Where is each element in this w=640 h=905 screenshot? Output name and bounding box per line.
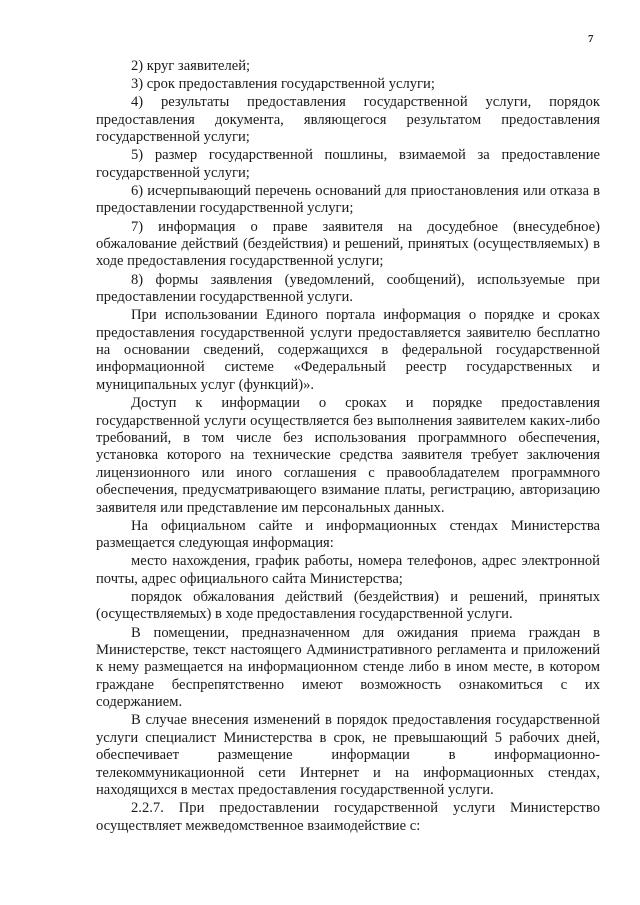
list-item-application-forms: 8) формы заявления (уведомлений, сообщений), используемые при предоставлении государственной услуги. — [96, 271, 600, 306]
paragraph-official-site: На официальном сайте и информационных стендах Министерства размещается следующая информация: — [96, 517, 600, 552]
paragraph-waiting-room: В помещении, предназначенном для ожидания приема граждан в Министерстве, текст настоящего Административного регламента и приложений к нему размещается на информационном стенде либо в ином месте, в котором граждане беспрепятственно имеют возможность ознакомиться с их содержанием. — [96, 624, 600, 711]
list-item-appeal-right: 7) информация о праве заявителя на досудебное (внесудебное) обжалование действий (бездействия) и решений, принятых (осуществляемых) в ходе предоставления государственной услуги; — [96, 218, 600, 270]
paragraph-location-contacts: место нахождения, график работы, номера телефонов, адрес электронной почты, адрес официального сайта Министерства; — [96, 553, 600, 587]
list-item-applicants: 2) круг заявителей; — [131, 58, 251, 74]
list-item-suspension-grounds: 6) исчерпывающий перечень оснований для приостановления или отказа в предоставлении государственной услуги; — [96, 183, 600, 217]
paragraph-appeal-procedure: порядок обжалования действий (бездействия) и решений, принятых (осуществляемых) в ходе предоставления государственной услуги. — [96, 588, 600, 623]
paragraph-unified-portal: При использовании Единого портала информация о порядке и сроках предоставления государственной услуги предоставляется заявителю бесплатно на основании сведений, содержащихся в федеральной государственной информационной системе «Федеральный реестр государственных и муниципальных услуг (функций)». — [96, 307, 600, 393]
list-item-state-fee: 5) размер государственной пошлины, взимаемой за предоставление государственной услуги; — [96, 147, 600, 181]
paragraph-section-2-2-7: 2.2.7. При предоставлении государственной услуги Министерство осуществляет межведомственное взаимодействие с: — [96, 800, 600, 834]
document-body — [96, 58, 600, 836]
paragraph-access-info: Доступ к информации о сроках и порядке предоставления государственной услуги осуществляется без выполнения заявителем каких-либо требований, в том числе без использования программного обеспечения, установка которого на технические средства заявителя требует заключения лицензионного или иного соглашения с правообладателем программного обеспечения, предусматривающего взимание платы, регистрацию, авторизацию заявителя или представление им персональных данных. — [96, 395, 600, 516]
page-number: 7 — [588, 33, 594, 45]
paragraph-changes: В случае внесения изменений в порядок предоставления государственной услуги специалист Министерства в срок, не превышающий 5 рабочих дней, обеспечивает размещение информации в информационно-телекоммуникационной сети Интернет и на информационных стендах, находящихся в местах предоставления государственной услуги. — [96, 712, 600, 799]
list-item-service-term: 3) срок предоставления государственной услуги; — [131, 76, 435, 93]
list-item-service-results: 4) результаты предоставления государственной услуги, порядок предоставления документа, являющегося результатом предоставления государственной услуги; — [96, 94, 600, 146]
